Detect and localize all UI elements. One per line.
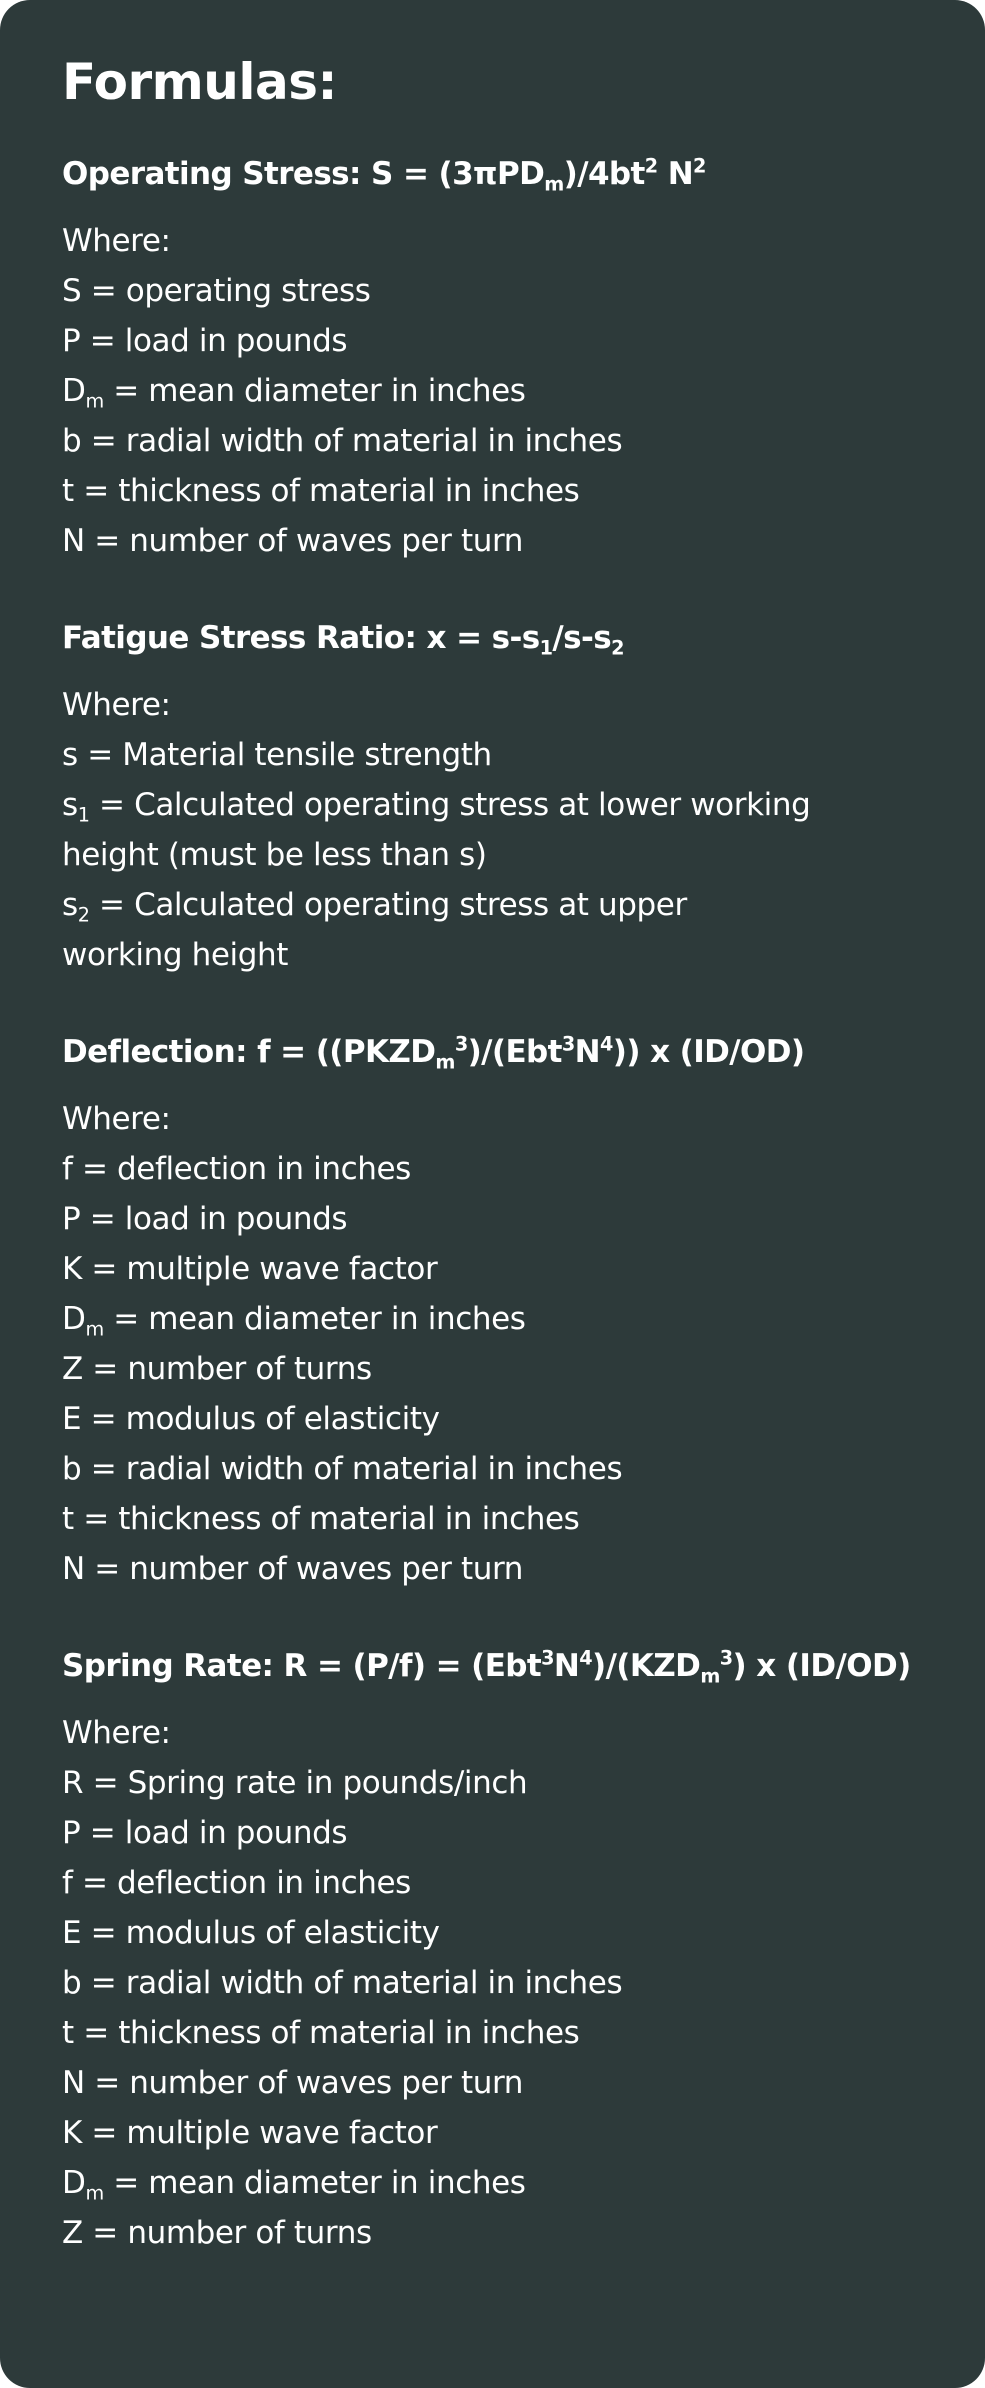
variable-line: E = modulus of elasticity [62,1915,440,1951]
variable-line: S = operating stress [62,273,371,309]
variable-line: working height [62,937,289,973]
variable-line: P = load in pounds [62,323,348,359]
variable-line: K = multiple wave factor [62,2115,438,2151]
variable-line: K = multiple wave factor [62,1251,438,1287]
variable-line: t = thickness of material in inches [62,473,580,509]
variable-line: P = load in pounds [62,1815,348,1851]
variable-line: $D_m$ = mean diameter in inches [62,373,526,413]
page-title: Formulas: [62,53,337,111]
section-spring-rate [62,1644,923,2258]
section-deflection [62,1030,923,1594]
variable-line: b = radial width of material in inches [62,423,623,459]
variable-line: R = Spring rate in pounds/inch [62,1765,528,1801]
where-label: Where: [62,687,171,723]
formula-spring-rate: Spring Rate: $R = (P/f) = (Ebt^3N^4)/(KZD_m^3)$ x (ID/OD) [62,1646,911,1688]
formula-deflection: Deflection: $f = ((PKZD_m^3)/(Ebt^3N^4))$ x (ID/OD) [62,1032,805,1074]
section-operating-stress [62,152,923,566]
where-label: Where: [62,1101,171,1137]
variable-line: Z = number of turns [62,2215,372,2251]
variable-line: height (must be less than s) [62,837,487,873]
variable-line: $s_2$ = Calculated operating stress at upper [62,887,687,927]
variable-line: t = thickness of material in inches [62,2015,580,2051]
variable-line: $D_m$ = mean diameter in inches [62,2165,526,2205]
variable-line: $s_1$ = Calculated operating stress at lower working [62,787,811,827]
variable-line: t = thickness of material in inches [62,1501,580,1537]
where-label: Where: [62,223,171,259]
variable-line: E = modulus of elasticity [62,1401,440,1437]
variable-line: b = radial width of material in inches [62,1965,623,2001]
variable-line: N = number of waves per turn [62,1551,524,1587]
variable-line: f = deflection in inches [62,1865,411,1901]
variable-line: f = deflection in inches [62,1151,411,1187]
section-fatigue-stress-ratio [62,616,923,980]
formula-fatigue-stress-ratio: Fatigue Stress Ratio: $x = s-s_1/s-s_2$ [62,620,624,660]
variable-line: N = number of waves per turn [62,523,524,559]
variable-line: s = Material tensile strength [62,737,492,773]
formula-operating-stress: Operating Stress: $S = (3\pi PD_m)/4bt^2$ $N^2$ [62,154,706,196]
variable-line: b = radial width of material in inches [62,1451,623,1487]
variable-line: Z = number of turns [62,1351,372,1387]
where-label: Where: [62,1715,171,1751]
variable-line: $D_m$ = mean diameter in inches [62,1301,526,1341]
variable-line: P = load in pounds [62,1201,348,1237]
variable-line: N = number of waves per turn [62,2065,524,2101]
